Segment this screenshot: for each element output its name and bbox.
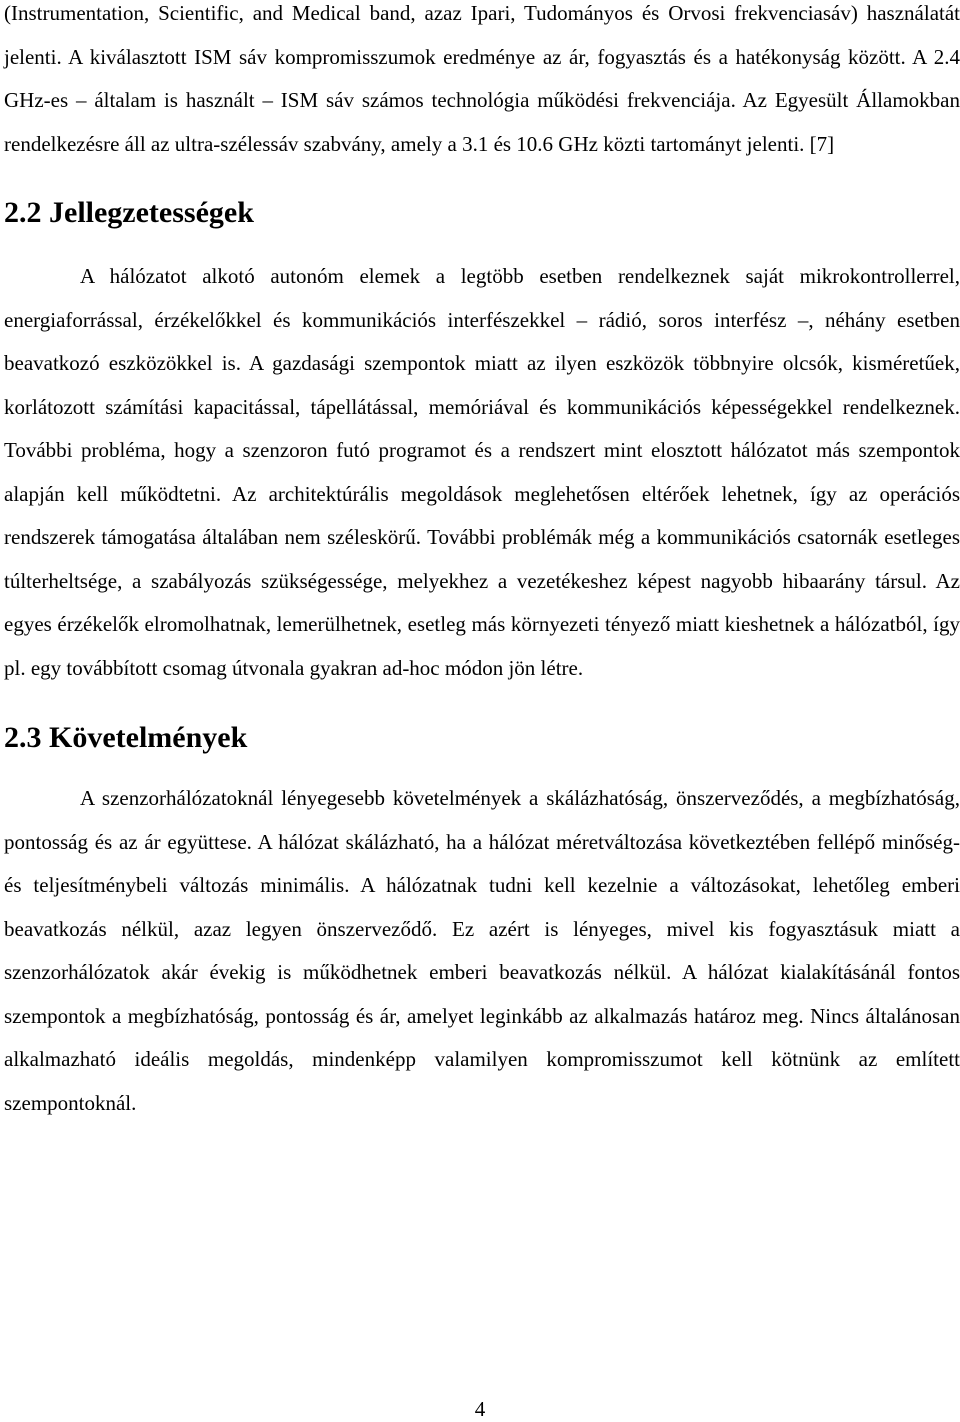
section-heading-kovetelmenyek: 2.3 Követelmények — [4, 721, 248, 754]
paragraph-intro: (Instrumentation, Scientific, and Medical band, azaz Ipari, Tudományos és Orvosi frekvenciasáv) használatát jelenti. A kiválasztott ISM sáv kompromisszumok eredménye az ár, fogyasztás és a hatékonyság között. A 2.4 GHz-es – általam is használt – ISM sáv számos technológia működési frekvenciája. Az Egyesült Államokban rendelkezésre áll az ultra-szélessáv szabvány, amely a 3.1 és 10.6 GHz közti tartományt jelenti. [7] — [4, 1, 960, 156]
section-heading-jellegzetessegek: 2.2 Jellegzetességek — [4, 196, 254, 229]
document-page — [4, 0, 960, 1125]
page-number: 4 — [474, 1397, 486, 1421]
paragraph-jellegzetessegek: A hálózatot alkotó autonóm elemek a legtöbb esetben rendelkeznek saját mikrokontrollerrel, energiaforrással, érzékelőkkel és kommunikációs interfészekkel – rádió, soros interfész –, néhány esetben beavatkozó eszközökkel is. A gazdasági szempontok miatt az ilyen eszközök többnyire olcsók, kisméretűek, korlátozott számítási kapacitással, tápellátással, memóriával és kommunikációs képességekkel rendelkeznek. További probléma, hogy a szenzoron futó programot és a rendszert mint elosztott hálózatot más szempontok alapján kell működtetni. Az architektúrális megoldások meglehetősen eltérőek lehetnek, így az operációs rendszerek támogatása általában nem széleskörű. További problémák még a kommunikációs csatornák esetleges túlterheltsége, a szabályozás szükségessége, melyekhez a vezetékeshez képest nagyobb hibaarány társul. Az egyes érzékelők elromolhatnak, lemerülhetnek, esetleg más környezeti tényező miatt kieshetnek a hálózatból, így pl. egy továbbított csomag útvonala gyakran ad-hoc módon jön létre. — [4, 264, 960, 680]
paragraph-kovetelmenyek: A szenzorhálózatoknál lényegesebb követelmények a skálázhatóság, önszerveződés, a megbízhatóság, pontosság és az ár együttese. A hálózat skálázható, ha a hálózat méretváltozása következtében fellépő minőség- és teljesítménybeli változás minimális. A hálózatnak tudni kell kezelnie a változásokat, lehetőleg emberi beavatkozás nélkül, azaz legyen önszerveződő. Ez azért is lényeges, mivel kis fogyasztásuk miatt a szenzorhálózatok akár évekig is működhetnek emberi beavatkozás nélkül. A hálózat kialakításánál fontos szempontok a megbízhatóság, pontosság és ár, amelyet leginkább az alkalmazás határoz meg. Nincs általánosan alkalmazható ideális megoldás, mindenképp valamilyen kompromisszumot kell kötnünk az említett szempontoknál. — [4, 786, 960, 1115]
